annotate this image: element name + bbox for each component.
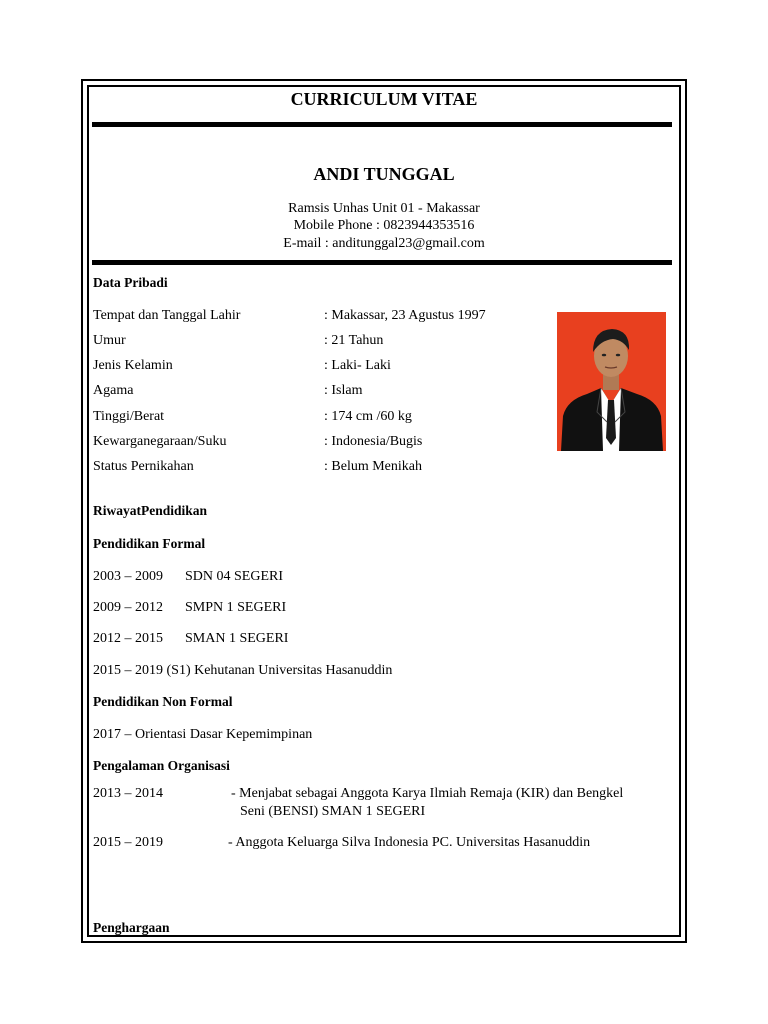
- formal-education-heading: Pendidikan Formal: [93, 536, 206, 551]
- personal-value: : Makassar, 23 Agustus 1997: [324, 308, 486, 323]
- organization-role: - Anggota Keluarga Silva Indonesia PC. Universitas Hasanuddin: [228, 835, 591, 850]
- awards-heading: Penghargaan: [93, 920, 170, 935]
- personal-value: : 174 cm /60 kg: [324, 409, 412, 424]
- education-school: SDN 04 SEGERI: [185, 569, 284, 584]
- personal-value: : Indonesia/Bugis: [324, 434, 423, 449]
- organization-years: 2013 – 2014: [93, 786, 163, 801]
- contact-email: E-mail : anditunggal23@gmail.com: [283, 236, 485, 251]
- applicant-name: ANDI TUNGGAL: [313, 164, 455, 184]
- personal-label: Tinggi/Berat: [93, 409, 165, 424]
- title-divider: [92, 122, 672, 127]
- organization-heading: Pengalaman Organisasi: [93, 758, 230, 773]
- education-university: 2015 – 2019 (S1) Kehutanan Universitas Hasanuddin: [93, 663, 393, 678]
- nonformal-education-heading: Pendidikan Non Formal: [93, 694, 233, 709]
- organization-role-continued: Seni (BENSI) SMAN 1 SEGERI: [240, 804, 426, 819]
- education-school: SMPN 1 SEGERI: [185, 600, 287, 615]
- personal-label: Tempat dan Tanggal Lahir: [93, 308, 241, 323]
- education-years: 2009 – 2012: [93, 600, 163, 615]
- contact-phone: Mobile Phone : 0823944353516: [293, 218, 475, 233]
- portrait-illustration: [557, 312, 666, 451]
- education-years: 2012 – 2015: [93, 631, 163, 646]
- organization-years: 2015 – 2019: [93, 835, 163, 850]
- contact-divider: [92, 260, 672, 265]
- personal-value: : 21 Tahun: [324, 333, 384, 348]
- personal-data-heading: Data Pribadi: [93, 275, 168, 290]
- personal-value: : Islam: [324, 383, 363, 398]
- personal-label: Umur: [93, 333, 126, 348]
- contact-address: Ramsis Unhas Unit 01 - Makassar: [288, 201, 480, 216]
- profile-photo: [557, 312, 666, 451]
- education-heading: RiwayatPendidikan: [93, 503, 208, 518]
- organization-role: - Menjabat sebagai Anggota Karya Ilmiah Remaja (KIR) dan Bengkel: [231, 786, 624, 801]
- personal-label: Agama: [93, 383, 134, 398]
- document-title: CURRICULUM VITAE: [290, 89, 478, 109]
- personal-value: : Belum Menikah: [324, 459, 422, 474]
- education-school: SMAN 1 SEGERI: [185, 631, 289, 646]
- education-years: 2003 – 2009: [93, 569, 163, 584]
- personal-label: Jenis Kelamin: [93, 358, 173, 373]
- personal-label: Kewarganegaraan/Suku: [93, 434, 227, 449]
- nonformal-item: 2017 – Orientasi Dasar Kepemimpinan: [93, 727, 313, 742]
- personal-label: Status Pernikahan: [93, 459, 194, 474]
- personal-value: : Laki- Laki: [324, 358, 391, 373]
